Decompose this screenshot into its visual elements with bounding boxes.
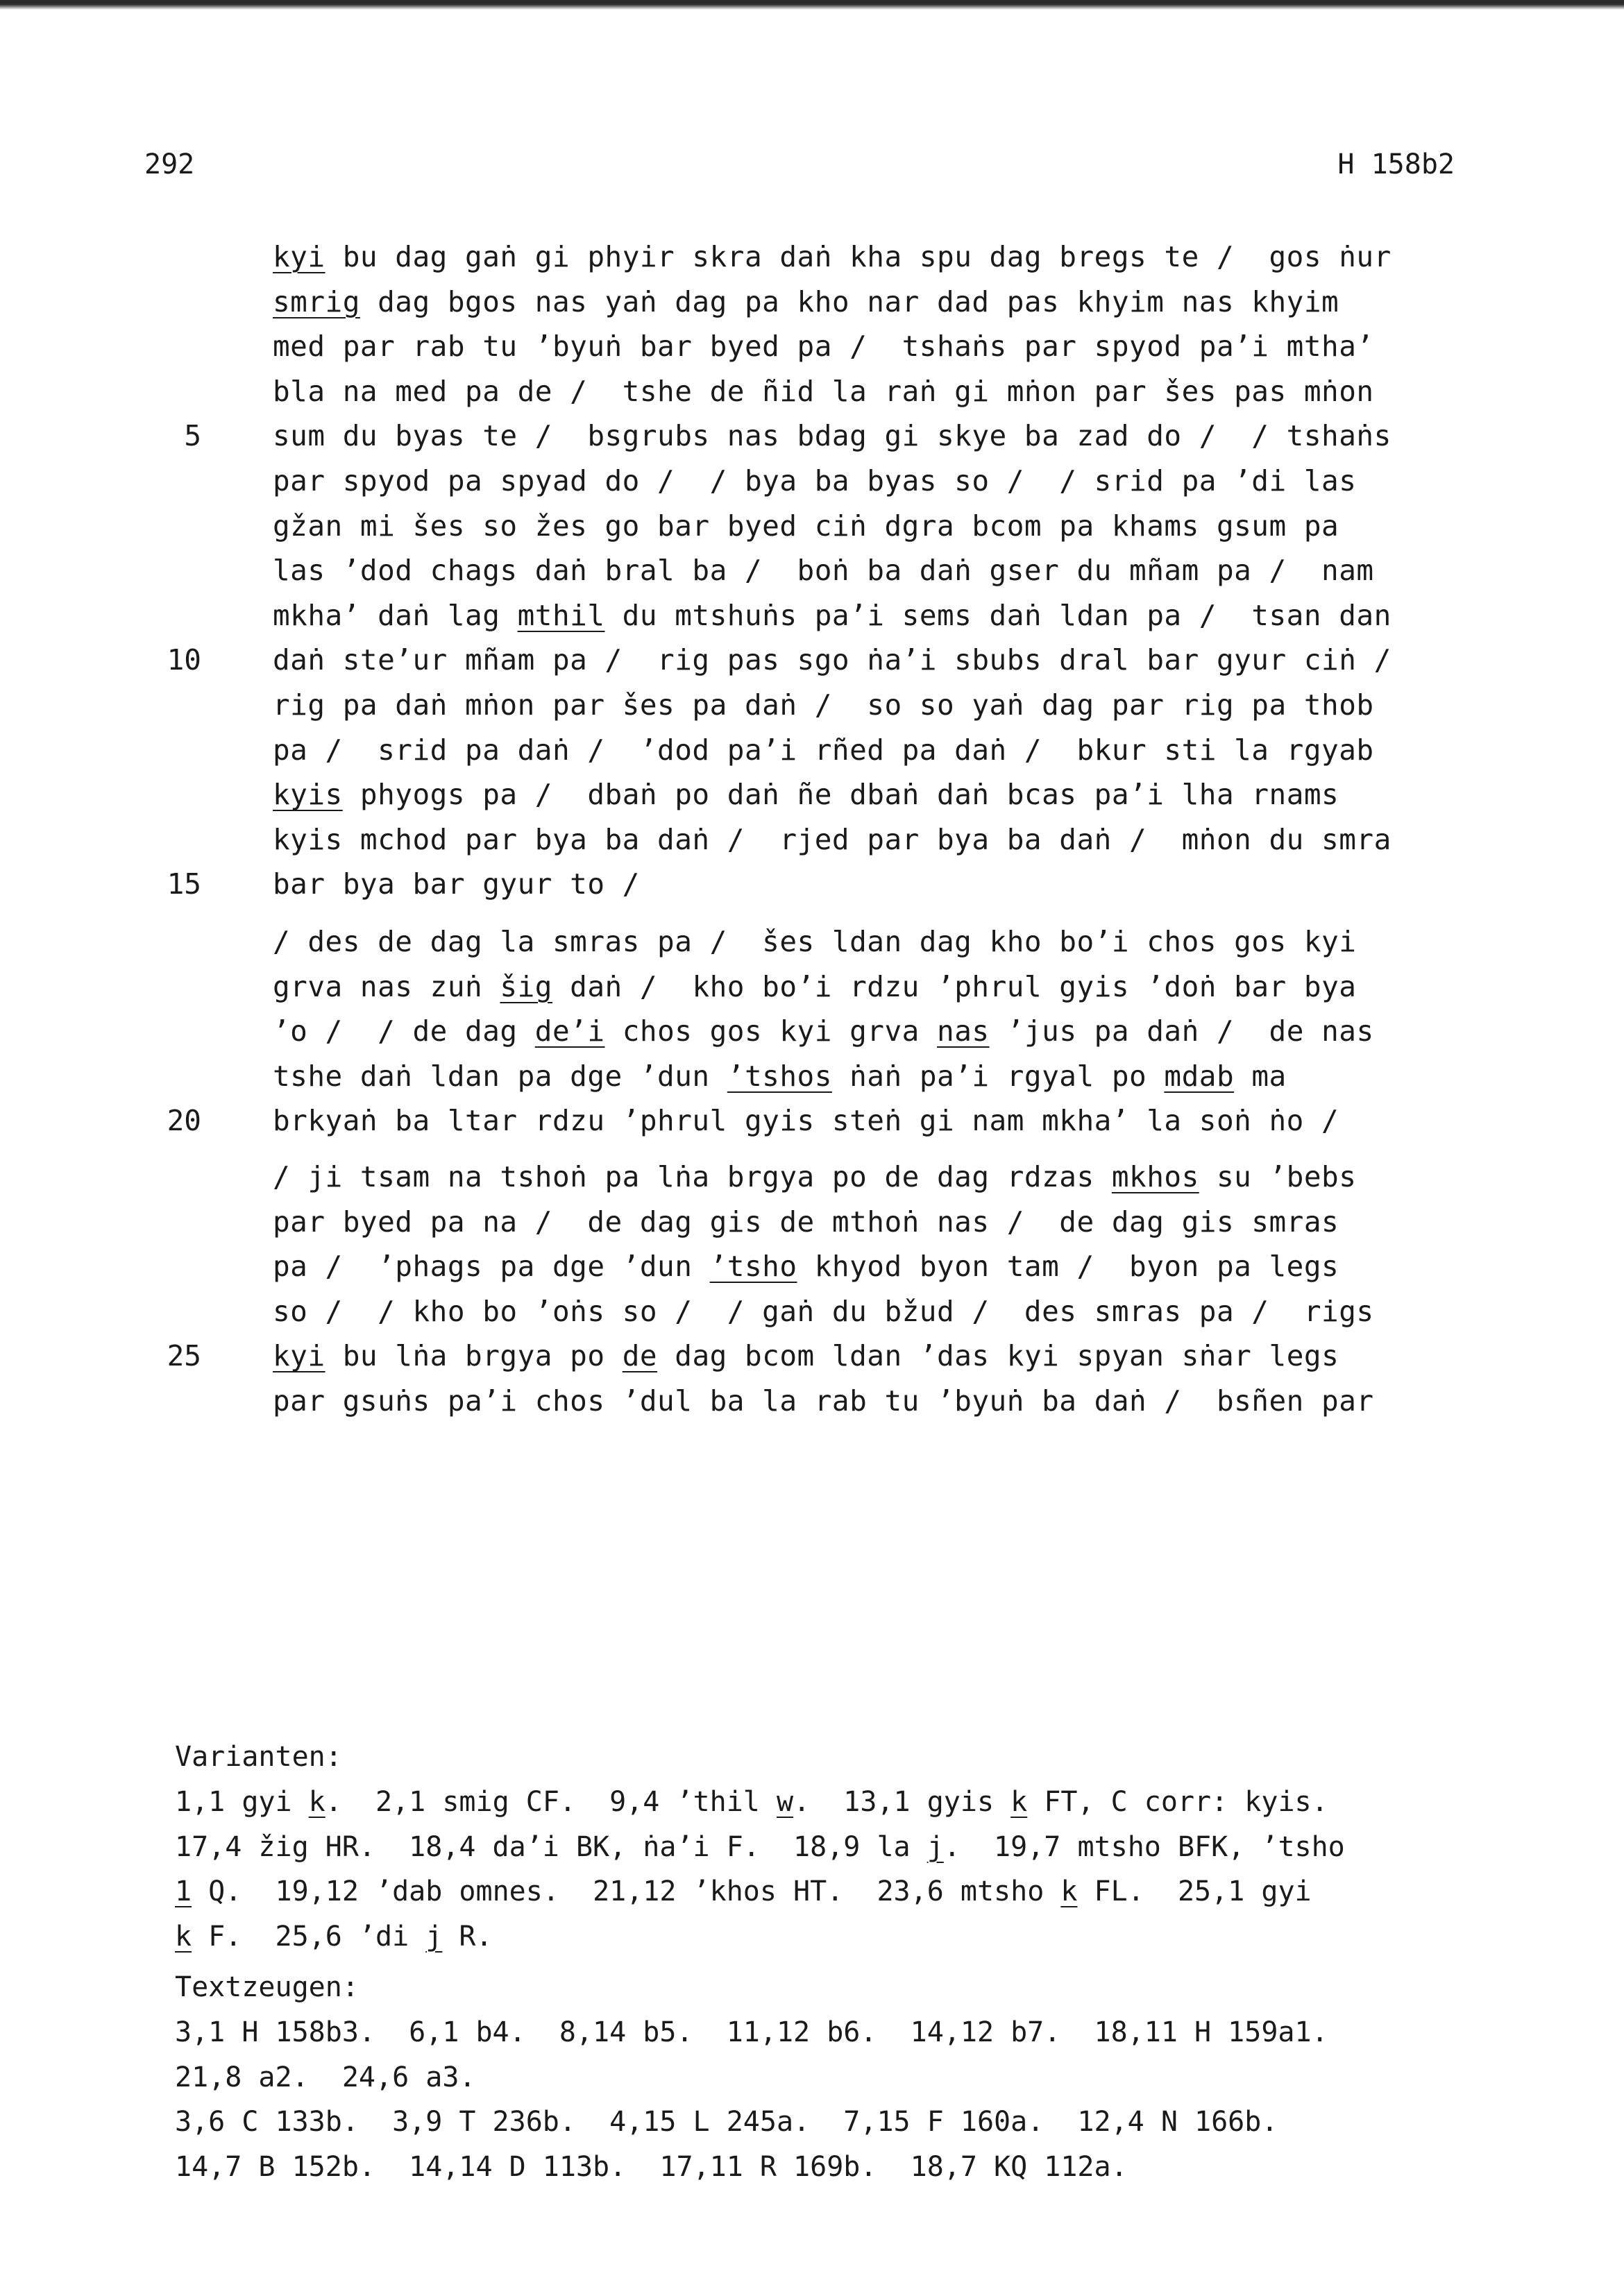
underlined-reading: de — [622, 1339, 658, 1373]
text-line — [273, 1158, 1356, 1196]
underlined-reading: mdab — [1164, 1059, 1235, 1093]
text-line — [273, 1102, 1339, 1139]
text-segment: bla na med pa de / tshe de ñid la raṅ gi mṅon par šes pas mṅon — [273, 374, 1374, 408]
text-segment: ma — [1234, 1059, 1287, 1093]
text-line — [273, 923, 1356, 960]
underlined-reading: šig — [500, 969, 552, 1003]
text-segment: gžan mi šes so žes go bar byed ciṅ dgra bcom pa khams gsum pa — [273, 509, 1339, 543]
witness-line — [175, 2014, 1328, 2051]
text-segment: pa / srid pa daṅ / ’dod pa’i rñed pa daṅ / bkur sti la rgyab — [273, 733, 1374, 767]
line-number: 5 — [184, 419, 201, 453]
text-line — [273, 1293, 1374, 1330]
line-number: 10 — [167, 643, 201, 677]
text-segment: F. 25,6 ’di — [192, 1920, 426, 1953]
underlined-reading: kyi — [273, 1339, 325, 1373]
text-segment: 14,7 B 152b. 14,14 D 113b. 17,11 R 169b. 18,7 KQ 112a. — [175, 2150, 1128, 2183]
text-segment: ’jus pa daṅ / de nas — [989, 1014, 1374, 1048]
underlined-reading: k — [1060, 1876, 1078, 1908]
page-number: 292 — [144, 148, 195, 180]
underlined-reading: k — [1010, 1786, 1028, 1818]
witness-line — [175, 2059, 475, 2096]
line-number: 15 — [167, 867, 201, 901]
line-number: 20 — [167, 1104, 201, 1138]
underlined-reading: j — [927, 1830, 944, 1863]
underlined-reading: mkhos — [1111, 1160, 1199, 1193]
text-segment: pa / ’phags pa dge ’dun — [273, 1250, 710, 1284]
underlined-reading: 1 — [175, 1876, 192, 1908]
text-segment: FT, C corr: kyis. — [1027, 1786, 1328, 1818]
text-line — [273, 1248, 1339, 1285]
text-segment: rig pa daṅ mṅon par šes pa daṅ / so so yaṅ dag par rig pa thob — [273, 688, 1374, 722]
text-line — [273, 1337, 1339, 1375]
text-segment: las ’dod chags daṅ bral ba / boṅ ba daṅ gser du mñam pa / nam — [273, 554, 1374, 588]
text-line — [273, 1203, 1339, 1241]
text-segment: so / / kho bo ’oṅs so / / gaṅ du bžud / des smras pa / rigs — [273, 1294, 1374, 1328]
text-line — [273, 821, 1392, 858]
text-segment: par byed pa na / de dag gis de mthoṅ nas / de dag gis smras — [273, 1205, 1339, 1239]
text-segment: grva nas zuṅ — [273, 969, 500, 1003]
underlined-reading: kyi — [273, 240, 325, 273]
varianten-heading — [175, 1738, 342, 1776]
text-line — [273, 686, 1374, 724]
text-segment: / ji tsam na tshoṅ pa lṅa brgya po de dag rdzas — [273, 1160, 1112, 1193]
text-segment: par gsuṅs pa’i chos ’dul ba la rab tu ’byuṅ ba daṅ / bsñen par — [273, 1384, 1374, 1418]
text-segment: R. — [442, 1920, 493, 1953]
text-segment: . 2,1 smig CF. 9,4 ’thil — [325, 1786, 777, 1818]
text-line — [273, 641, 1392, 679]
text-segment: chos gos kyi grva — [604, 1014, 938, 1048]
witness-line — [175, 2148, 1128, 2186]
text-segment: Textzeugen: — [175, 1971, 359, 2003]
text-line — [273, 1382, 1374, 1420]
text-segment: dag bcom ldan ’das kyi spyan sṅar legs — [657, 1339, 1339, 1373]
text-segment: khyod byon tam / byon pa legs — [797, 1250, 1339, 1284]
text-line — [273, 731, 1374, 769]
text-segment: brkyaṅ ba ltar rdzu ’phrul gyis steṅ gi nam mkha’ la soṅ ṅo / — [273, 1104, 1339, 1138]
text-segment: Q. 19,12 ’dab omnes. 21,12 ’khos HT. 23,6 mtsho — [192, 1876, 1061, 1908]
text-segment: bu dag gaṅ gi phyir skra daṅ kha spu dag bregs te / gos ṅur — [325, 240, 1392, 273]
underlined-reading: j — [425, 1920, 443, 1953]
line-number: 25 — [167, 1339, 201, 1373]
text-segment: par spyod pa spyad do / / bya ba byas so / / srid pa ’di las — [273, 464, 1357, 498]
top-scan-edge — [0, 0, 1624, 10]
text-segment: ’o / / de dag — [273, 1014, 535, 1048]
text-segment: bu lṅa brgya po — [325, 1339, 623, 1373]
text-line — [273, 597, 1392, 634]
text-line — [273, 507, 1339, 545]
text-line — [273, 417, 1392, 454]
underlined-reading: k — [308, 1786, 325, 1818]
witness-line — [175, 2103, 1278, 2141]
text-segment: / des de dag la smras pa / šes ldan dag kho bo’i chos gos kyi — [273, 925, 1357, 958]
text-segment: du mtshuṅs pa’i sems daṅ ldan pa / tsan dan — [604, 598, 1392, 632]
underlined-reading: smrig — [273, 284, 360, 318]
text-segment: phyogs pa / dbaṅ po daṅ ñe dbaṅ daṅ bcas pa’i lha rnams — [342, 778, 1339, 812]
text-line — [273, 968, 1356, 1005]
text-line — [273, 552, 1374, 589]
text-segment: . 13,1 gyis — [793, 1786, 1011, 1818]
underlined-reading: de’i — [534, 1014, 605, 1048]
folio-reference: H 158b2 — [1337, 148, 1455, 180]
underlined-reading: mthil — [517, 598, 605, 632]
text-line — [273, 1057, 1287, 1095]
underlined-reading: ’tsho — [709, 1250, 797, 1284]
text-line — [273, 238, 1392, 275]
text-segment: daṅ / kho bo’i rdzu ’phrul gyis ’doṅ bar bya — [552, 969, 1357, 1003]
text-segment: daṅ ste’ur mñam pa / rig pas sgo ṅa’i sbubs dral bar gyur ciṅ / — [273, 643, 1392, 677]
variant-line — [175, 1828, 1345, 1866]
variant-line — [175, 1918, 493, 1955]
text-segment: 1,1 gyi — [175, 1786, 309, 1818]
underlined-reading: ’tshos — [727, 1059, 832, 1093]
variant-line — [175, 1873, 1312, 1910]
text-segment: 3,1 H 158b3. 6,1 b4. 8,14 b5. 11,12 b6. 14,12 b7. 18,11 H 159a1. — [175, 2016, 1328, 2048]
text-segment: 3,6 C 133b. 3,9 T 236b. 4,15 L 245a. 7,15 F 160a. 12,4 N 166b. — [175, 2106, 1278, 2138]
text-segment: tshe daṅ ldan pa dge ’dun — [273, 1059, 727, 1093]
underlined-reading: w — [776, 1786, 794, 1818]
text-segment: bar bya bar gyur to / — [273, 867, 640, 901]
textzeugen-heading — [175, 1968, 359, 2006]
text-segment: med par rab tu ’byuṅ bar byed pa / tshaṅs par spyod pa’i mtha’ — [273, 330, 1374, 364]
text-segment: ṅaṅ pa’i rgyal po — [831, 1059, 1165, 1093]
variant-line — [175, 1783, 1328, 1821]
text-segment: 21,8 a2. 24,6 a3. — [175, 2061, 476, 2093]
text-segment: sum du byas te / bsgrubs nas bdag gi skye ba zad do / / tshaṅs — [273, 419, 1392, 453]
text-segment: mkha’ daṅ lag — [273, 598, 518, 632]
text-line — [273, 462, 1356, 500]
text-line — [273, 283, 1339, 321]
text-segment: 17,4 žig HR. 18,4 da’i BK, ṅa’i F. 18,9 la — [175, 1830, 927, 1863]
underlined-reading: nas — [937, 1014, 990, 1048]
text-segment: . 19,7 mtsho BFK, ’tsho — [943, 1830, 1345, 1863]
text-segment: kyis mchod par bya ba daṅ / rjed par bya ba daṅ / mṅon du smra — [273, 822, 1392, 856]
underlined-reading: kyis — [273, 778, 343, 812]
text-segment: FL. 25,1 gyi — [1077, 1876, 1312, 1908]
text-line — [273, 328, 1374, 365]
text-segment: Varianten: — [175, 1741, 342, 1773]
text-line — [273, 776, 1339, 813]
text-line — [273, 373, 1374, 410]
underlined-reading: k — [175, 1920, 192, 1953]
text-segment: su ’bebs — [1199, 1160, 1357, 1193]
text-line — [273, 865, 640, 903]
text-segment: dag bgos nas yaṅ dag pa kho nar dad pas khyim nas khyim — [360, 284, 1339, 318]
text-line — [273, 1012, 1374, 1050]
